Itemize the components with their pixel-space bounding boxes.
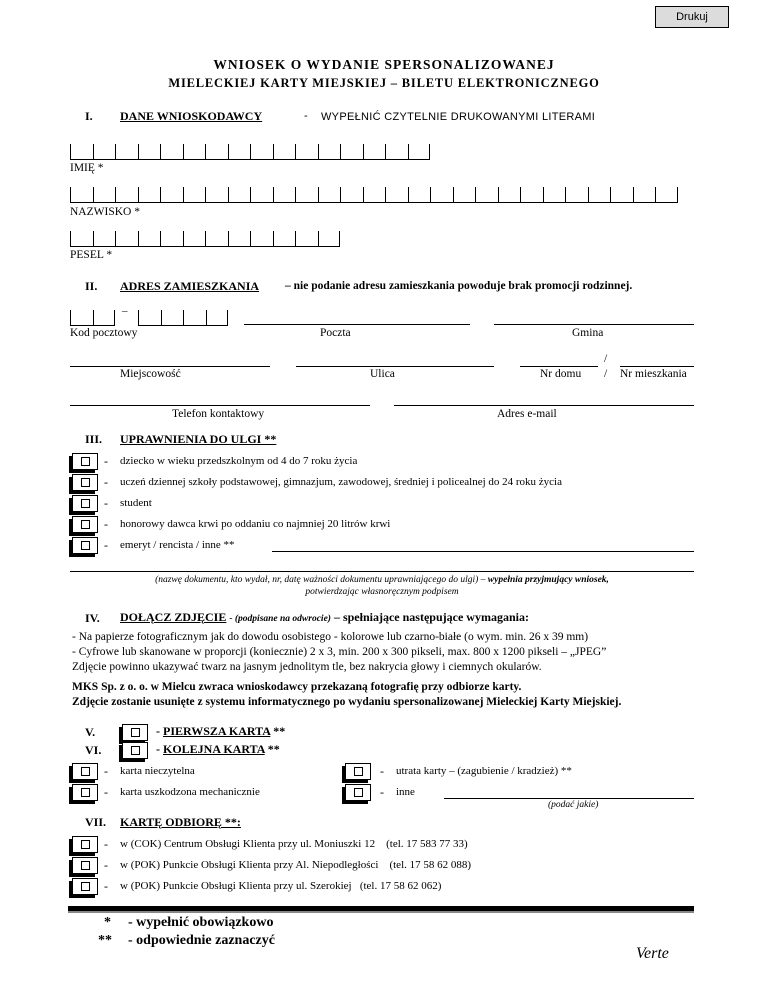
footer-star2: ** [98,933,112,948]
option-pensioner-label: emeryt / rencista / inne ** [120,539,235,551]
house-flat-separator: / [604,353,608,365]
postal-code-label: Kod pocztowy [70,327,138,339]
photo-requirements: - Na papierze fotograficznym jak do dowodu osobistego - kolorowe lub czarno-białe (o wym. min. 26 x 39 mm) - Cyfrowe lub skanowane w proporcji (koniecznie) 2 x 3, min. 200 x 300 pikseli, max. 800 x 1200 pikseli – „JPEG” Zdjęcie powinno ukazywać twarz na jasnym jednolitym tle, bez nakrycia głowy i ciemnych okularów. [72,631,607,673]
section-2-note: – nie podanie adresu zamieszkania powoduje brak promocji rodzinnej. [285,280,633,292]
option-dash: - [104,879,108,893]
card-unreadable-label: karta nieczytelna [120,765,195,777]
postal-code-field-b[interactable] [138,310,228,326]
pickup-pok-niepodleglosci-label: w (POK) Punkcie Obsługi Klienta przy Al. Niepodległości (tel. 17 58 62 088) [120,859,472,871]
section-3-title: UPRAWNIENIA DO ULGI ** [120,432,277,446]
option-dash: - [104,475,108,489]
section-1-number: I. [85,109,93,123]
form-title: WNIOSEK O WYDANIE SPERSONALIZOWANEJ [213,57,555,72]
checkbox-preschool[interactable] [72,453,98,470]
section-7-title: KARTĘ ODBIORĘ **: [120,815,241,829]
entitlement-document-field[interactable] [70,571,694,572]
option-student-label: student [120,497,152,509]
option-dash: - [104,858,108,872]
postal-code-dash: – [122,305,128,317]
post-office-field[interactable] [244,324,470,325]
street-label: Ulica [370,368,395,380]
pickup-pok-szeroka-label: w (POK) Punkcie Obsługi Klienta przy ul. Szerokiej (tel. 17 58 62 062) [120,880,442,892]
option-pupil-label: uczeń dziennej szkoły podstawowej, gimnazjum, zawodowej, średniej i policealnej do 24 roku życia [120,476,562,488]
option-dash: - [380,764,384,778]
pickup-cok-label: w (COK) Centrum Obsługi Klienta przy ul. Moniuszki 12 (tel. 17 583 77 33) [120,838,468,850]
email-label: Adres e-mail [497,408,557,420]
pesel-field[interactable] [70,231,340,247]
municipality-label: Gmina [572,327,604,339]
phone-field[interactable] [70,405,370,406]
photo-return-notice: MKS Sp. z o. o. w Mielcu zwraca wnioskodawcy przekazaną fotografię przy odbiorze karty. Zdjęcie zostanie usunięte z systemu informatycznego po wydaniu spersonalizowanej Mieleckiej Karty Miejskiej. [72,681,622,708]
card-other-note: (podać jakie) [548,800,599,810]
town-field[interactable] [70,366,270,367]
next-card-label: - KOLEJNA KARTA ** [156,742,280,756]
flat-number-label: Nr mieszkania [620,368,687,380]
card-lost-label: utrata karty – (zagubienie / kradzież) ** [396,765,572,777]
pesel-label: PESEL * [70,249,113,261]
section-1-dash: - [304,110,308,122]
checkbox-pensioner[interactable] [72,537,98,554]
first-card-label: - PIERWSZA KARTA ** [156,724,286,738]
house-flat-label-separator: / [604,368,608,380]
section-4-number: IV. [85,611,100,625]
verte-label: Verte [636,945,669,962]
card-other-field[interactable] [444,798,694,799]
last-name-label: NAZWISKO * [70,206,140,218]
checkbox-first-card[interactable] [122,724,148,741]
town-label: Miejscowość [120,368,181,380]
checkbox-pupil[interactable] [72,474,98,491]
footer-star1-text: - wypełnić obowiązkowo [128,915,274,930]
section-6-number: VI. [85,743,102,757]
postal-code-field-a[interactable] [70,310,115,326]
section-2-number: II. [85,279,98,293]
footer-star2-text: - odpowiednie zaznaczyć [128,933,275,948]
first-name-label: IMIĘ * [70,162,104,174]
option-dash: - [104,517,108,531]
street-field[interactable] [296,366,494,367]
checkbox-next-card[interactable] [122,742,148,759]
option-dash: - [104,496,108,510]
section-5-number: V. [85,725,96,739]
section-2-title: ADRES ZAMIESZKANIA [120,279,260,293]
checkbox-blood-donor[interactable] [72,516,98,533]
checkbox-card-lost[interactable] [345,763,371,780]
checkbox-pickup-pok-szeroka[interactable] [72,878,98,895]
option-dash: - [380,785,384,799]
card-other-label: inne [396,786,415,798]
checkbox-card-damaged[interactable] [72,784,98,801]
checkbox-pickup-cok[interactable] [72,836,98,853]
entitlement-document-note: (nazwę dokumentu, kto wydał, nr, datę ważności dokumentu uprawniającego do ulgi) – wypełnia przyjmujący wniosek, potwierdzając własnoręcznym podpisem [155,575,609,597]
footer-star1: * [104,915,111,930]
post-office-label: Poczta [320,327,351,339]
checkbox-student[interactable] [72,495,98,512]
card-damaged-label: karta uszkodzona mechanicznie [120,786,260,798]
footer-divider-shadow [68,911,694,913]
option-dash: - [104,538,108,552]
last-name-field[interactable] [70,187,678,203]
first-name-field[interactable] [70,144,430,160]
municipality-field[interactable] [494,324,694,325]
phone-label: Telefon kontaktowy [172,408,265,420]
section-4-heading: DOŁĄCZ ZDJĘCIE - (podpisane na odwrocie) – spełniające następujące wymagania: [120,610,529,624]
option-dash: - [104,764,108,778]
checkbox-card-other[interactable] [345,784,371,801]
checkbox-pickup-pok-niepodleglosci[interactable] [72,857,98,874]
option-dash: - [104,837,108,851]
email-field[interactable] [394,405,694,406]
section-1-instruction: WYPEŁNIĆ CZYTELNIE DRUKOWANYMI LITERAMI [321,111,596,123]
section-3-number: III. [85,432,103,446]
option-dash: - [104,454,108,468]
option-blood-donor-label: honorowy dawca krwi po oddaniu co najmniej 20 litrów krwi [120,518,391,530]
section-1-title: DANE WNIOSKODAWCY [120,109,263,123]
option-preschool-label: dziecko w wieku przedszkolnym od 4 do 7 roku życia [120,455,358,467]
other-entitlement-field[interactable] [272,551,694,552]
print-button[interactable]: Drukuj [655,6,729,28]
flat-number-field[interactable] [620,366,694,367]
option-dash: - [104,785,108,799]
section-7-number: VII. [85,815,107,829]
form-subtitle: MIELECKIEJ KARTY MIEJSKIEJ – BILETU ELEKTRONICZNEGO [168,76,600,90]
checkbox-card-unreadable[interactable] [72,763,98,780]
house-number-field[interactable] [520,366,598,367]
house-number-label: Nr domu [540,368,582,380]
